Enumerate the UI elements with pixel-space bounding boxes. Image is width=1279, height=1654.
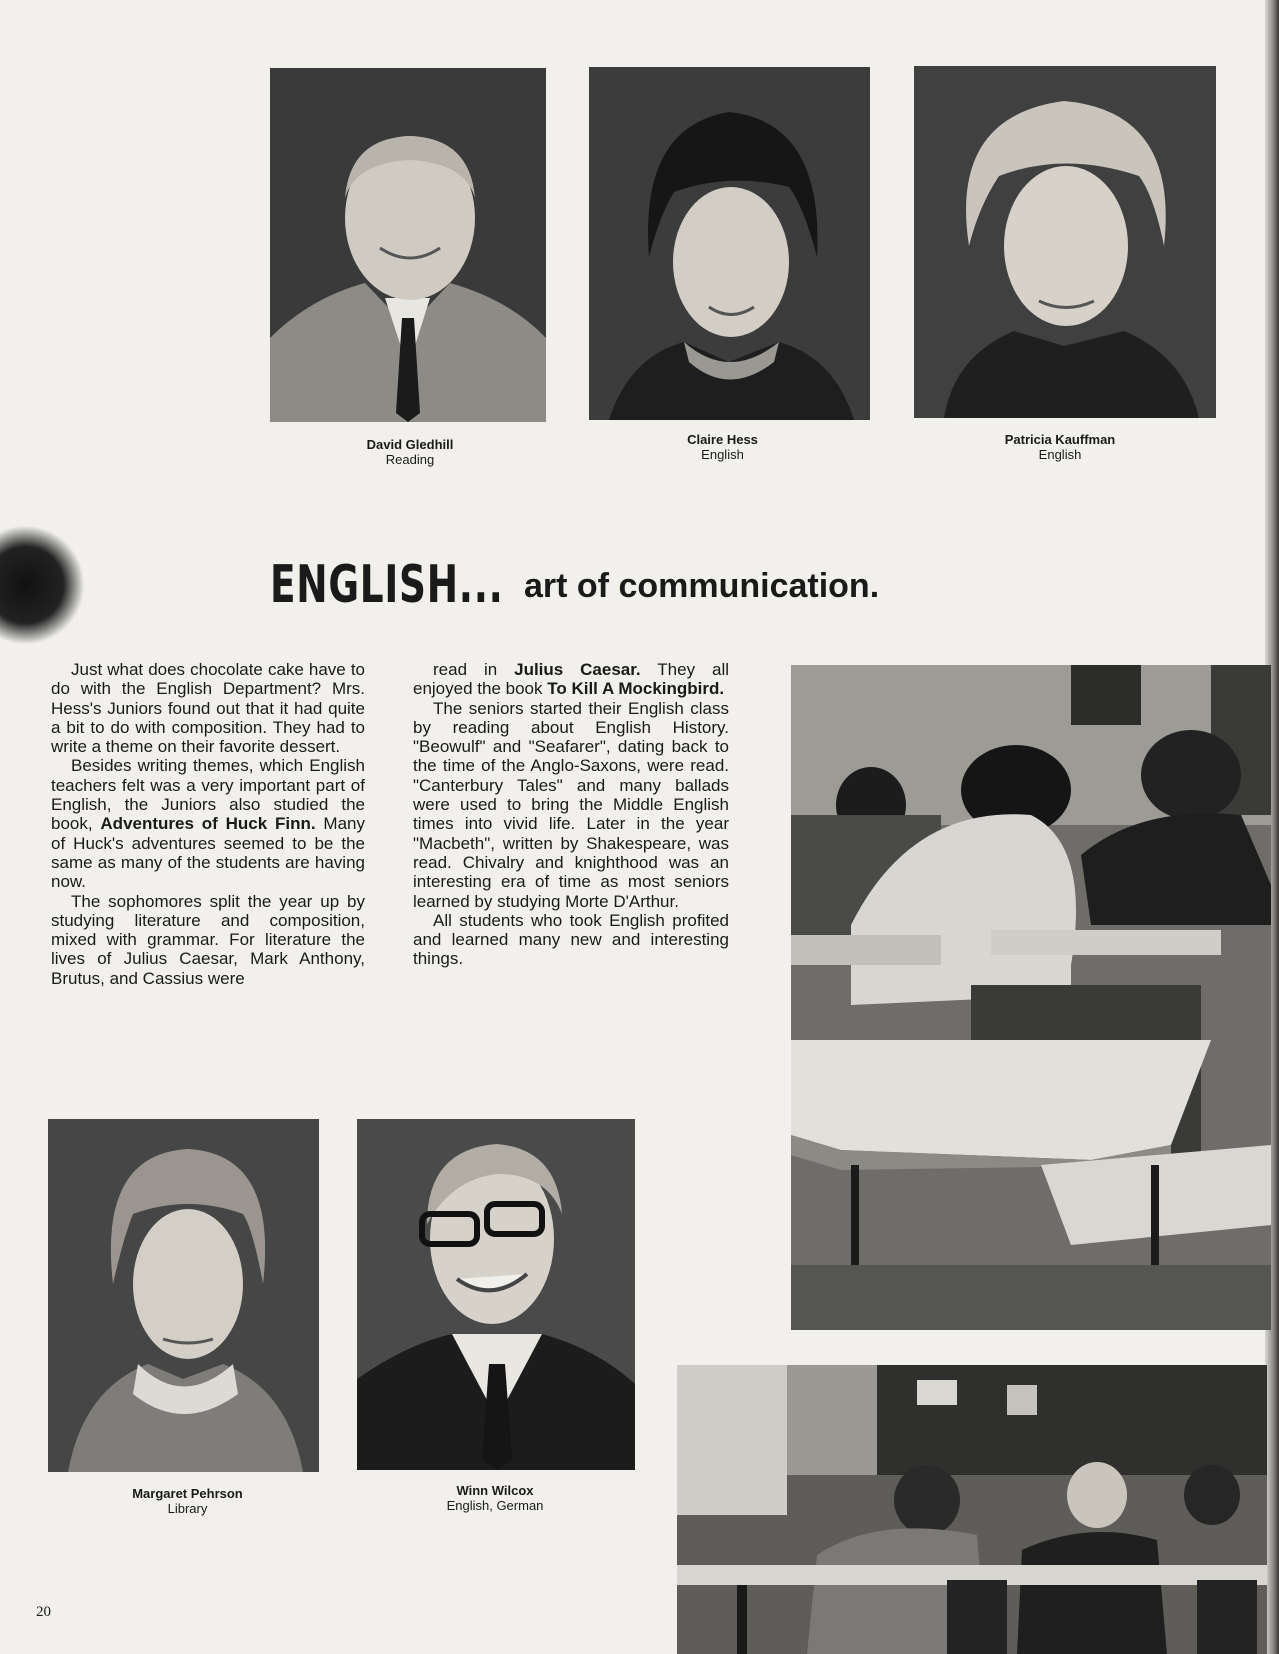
paragraph: All students who took English profited and learned many new and interesting things. — [413, 910, 729, 969]
page-headline — [270, 555, 880, 615]
faculty-name: Winn Wilcox — [456, 1483, 534, 1498]
faculty-subject: English — [1038, 447, 1082, 462]
faculty-subject: English — [701, 447, 744, 462]
caption-patricia-kauffman — [975, 432, 1145, 462]
paragraph: Besides writing themes, which English teachers felt was a very important part of English, the Juniors also studied the book, Adventures of Huck Finn. Many of Huck's adventures seemed to be the same as many of the students are having now. — [51, 756, 365, 892]
book-title: Adventures of Huck Finn. — [100, 814, 316, 834]
faculty-name: Claire Hess — [687, 432, 758, 447]
study-hall-photo — [677, 1365, 1267, 1654]
caption-winn-wilcox — [415, 1483, 575, 1513]
book-title: Julius Caesar. — [514, 660, 641, 679]
headline-tagline: art of communication. — [524, 567, 880, 605]
binder-clip-shadow — [0, 525, 85, 645]
faculty-subject: English, German — [446, 1498, 544, 1513]
faculty-name: Patricia Kauffman — [1004, 432, 1116, 447]
caption-david-gledhill — [330, 437, 490, 467]
headline-main: ENGLISH... — [270, 555, 504, 615]
book-title: To Kill A Mockingbird. — [547, 679, 725, 699]
body-column-1 — [51, 660, 365, 988]
paragraph: read in Julius Caesar. They all enjoyed the book To Kill A Mockingbird. — [413, 660, 729, 699]
paragraph: The seniors started their English class by reading about English History. "Beowulf" and "Seafarer", dating back to the time of the Anglo-Saxons, were read. "Canterbury Tales" and many ballads were used to bring the Middle English times into vivid life. Later in the year "Macbeth", written by Shakespeare, was read. Chivalry and knighthood was an interesting era of time as most seniors learned by studying Morte D'Arthur. — [413, 698, 729, 911]
body-column-2 — [413, 660, 729, 969]
faculty-subject: Reading — [385, 452, 435, 467]
faculty-subject: Library — [167, 1501, 208, 1516]
paragraph: Just what does chocolate cake have to do with the English Department? Mrs. Hess's Juniors found out that it had quite a bit to do with composition. They had to write a theme on their favorite dessert. — [51, 660, 365, 757]
portrait-winn-wilcox — [357, 1119, 635, 1470]
caption-claire-hess — [650, 432, 795, 462]
page-number: 20 — [36, 1604, 51, 1620]
caption-margaret-pehrson — [100, 1486, 275, 1516]
portrait-claire-hess — [589, 67, 870, 420]
faculty-name: Margaret Pehrson — [132, 1486, 243, 1501]
paragraph: The sophomores split the year up by studying literature and composition, mixed with grammar. For literature the lives of Julius Caesar, Mark Anthony, Brutus, and Cassius were — [51, 891, 365, 988]
portrait-david-gledhill — [270, 68, 546, 422]
portrait-patricia-kauffman — [914, 66, 1216, 418]
classroom-photo — [791, 665, 1271, 1330]
portrait-margaret-pehrson — [48, 1119, 319, 1472]
faculty-name: David Gledhill — [366, 437, 454, 452]
